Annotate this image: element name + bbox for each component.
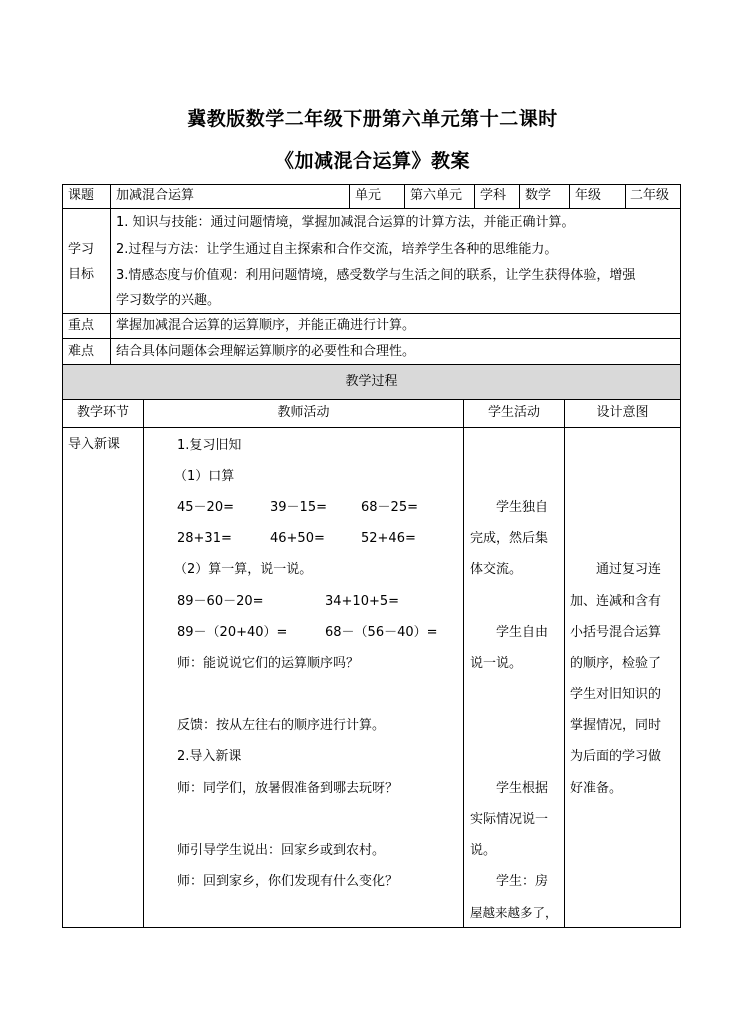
- col-stage: 教学环节: [76, 405, 129, 420]
- grade-value: 二年级: [630, 188, 670, 203]
- col-teacher: 教师活动: [277, 405, 330, 420]
- student-line: 说。: [470, 843, 497, 858]
- objective-3a: 3.情感态度与价值观：利用问题情境，感受数学与生活之间的联系，让学生获得体验，增强: [116, 268, 636, 283]
- topic-value: 加减混合运算: [116, 188, 195, 203]
- teacher-line: （1）口算: [174, 469, 235, 484]
- unit-label: 单元: [355, 188, 382, 203]
- key-point-label: 重点: [68, 318, 95, 333]
- student-line: 说一说。: [470, 656, 523, 671]
- design-line: 的顺序，检验了: [570, 656, 662, 671]
- subject-value: 数学: [525, 188, 552, 203]
- student-line: 学生自由: [496, 625, 549, 640]
- design-line: 通过复习连: [596, 562, 662, 577]
- unit-value: 第六单元: [410, 188, 463, 203]
- process-header: 教学过程: [345, 374, 398, 389]
- section-name: 导入新课: [68, 437, 121, 452]
- col-design: 设计意图: [596, 405, 649, 420]
- teacher-line: （2）算一算，说一说。: [174, 562, 313, 577]
- title-line-1: 冀教版数学二年级下册第六单元第十二课时: [187, 108, 558, 130]
- oral-calc: 39－15=: [270, 500, 327, 515]
- design-line: 小括号混合运算: [570, 625, 662, 640]
- topic-label: 课题: [68, 188, 95, 203]
- student-line: 体交流。: [470, 562, 523, 577]
- oral-calc: 52+46=: [361, 531, 416, 546]
- difficulty-label: 难点: [68, 344, 95, 359]
- calc: 34+10+5=: [325, 594, 400, 609]
- teacher-line: 师引导学生说出：回家乡或到农村。: [177, 843, 386, 858]
- difficulty-text: 结合具体问题体会理解运算顺序的必要性和合理性。: [116, 344, 416, 359]
- oral-calc: 68－25=: [361, 500, 418, 515]
- design-line: 学生对旧知识的: [570, 687, 662, 702]
- design-line: 加、连减和含有: [570, 594, 662, 609]
- objectives-label-b: 目标: [68, 267, 95, 282]
- oral-calc: 45－20=: [177, 500, 234, 515]
- subject-label: 学科: [480, 188, 507, 203]
- col-student: 学生活动: [487, 405, 540, 420]
- objective-2: 2.过程与方法：让学生通过自主探索和合作交流，培养学生各种的思维能力。: [116, 242, 558, 257]
- teacher-line: 1.复习旧知: [177, 438, 242, 453]
- design-line: 掌握情况，同时: [570, 718, 662, 733]
- student-line: 学生根据: [496, 781, 549, 796]
- student-line: 完成，然后集: [470, 531, 549, 546]
- oral-calc: 28+31=: [177, 531, 232, 546]
- calc: 89－（20+40）=: [177, 625, 288, 640]
- objective-1: 1. 知识与技能：通过问题情境，掌握加减混合运算的计算方法，并能正确计算。: [116, 215, 575, 230]
- title-line-2: 《加减混合运算》教案: [274, 150, 470, 172]
- grade-label: 年级: [575, 188, 602, 203]
- calc: 68－（56－40）=: [325, 625, 438, 640]
- teacher-line: 反馈：按从左往右的顺序进行计算。: [177, 718, 386, 733]
- teacher-line: 师：同学们，放暑假准备到哪去玩呀？: [177, 781, 399, 796]
- teacher-line: 师：回到家乡，你们发现有什么变化？: [177, 874, 399, 889]
- key-point-text: 掌握加减混合运算的运算顺序，并能正确进行计算。: [116, 318, 416, 333]
- oral-calc: 46+50=: [270, 531, 325, 546]
- student-line: 学生：房: [496, 874, 549, 889]
- calc: 89－60－20=: [177, 594, 264, 609]
- design-line: 为后面的学习做: [570, 749, 662, 764]
- student-line: 实际情况说一: [470, 812, 549, 827]
- teacher-line: 师：能说说它们的运算顺序吗？: [177, 656, 360, 671]
- teacher-line: 2.导入新课: [177, 749, 242, 764]
- student-line: 屋越来越多了，: [470, 905, 558, 920]
- student-line: 学生独自: [496, 500, 549, 515]
- design-line: 好准备。: [570, 781, 623, 796]
- objective-3b: 学习数学的兴趣。: [116, 293, 221, 308]
- objectives-label-a: 学习: [68, 242, 95, 257]
